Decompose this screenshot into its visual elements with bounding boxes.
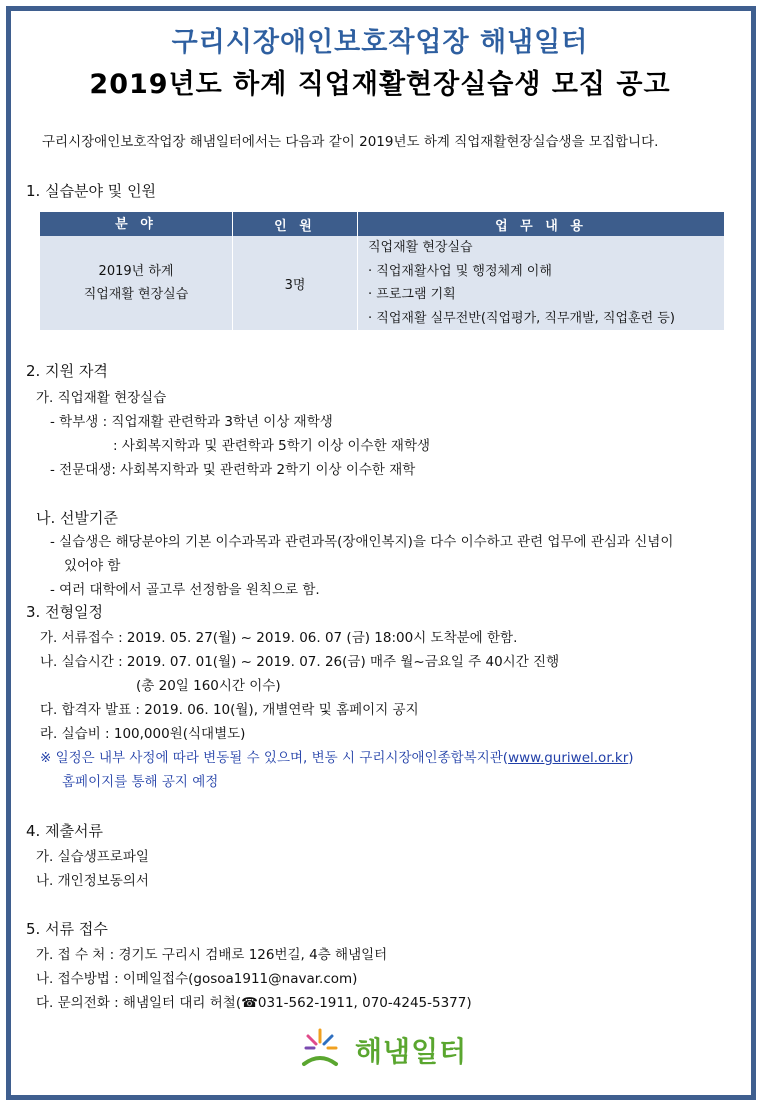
duty-item: · 직업재활 실무전반(직업평가, 직무개발, 직업훈련 등) <box>368 310 675 326</box>
duty-item: · 직업재활사업 및 행정체계 이해 <box>368 263 552 279</box>
table-header-duties: 업 무 내 용 <box>358 212 725 236</box>
section2-a-line3: - 전문대생: 사회복지학과 및 관련학과 2학기 이상 이수한 재학 <box>50 462 416 478</box>
logo-figure-icon <box>300 1026 356 1072</box>
section3-note2: 홈페이지를 통해 공지 예정 <box>62 774 219 790</box>
table-header-count: 인 원 <box>233 212 358 236</box>
section2-sub-b: 나. 선발기준 <box>36 509 118 527</box>
section2-a-line2: : 사회복지학과 및 관련학과 5학기 이상 이수한 재학생 <box>113 438 431 454</box>
practice-table <box>40 212 724 330</box>
section3-heading: 3. 전형일정 <box>26 603 104 621</box>
main-title: 2019년도 하계 직업재활현장실습생 모집 공고 <box>89 69 671 100</box>
note-text: ※ 일정은 내부 사정에 따라 변동될 수 있으며, 변동 시 구리시장애인종합복지관( <box>40 750 509 766</box>
table-header-row <box>40 212 724 236</box>
section3-line2: 나. 실습시간 : 2019. 07. 01(월) ~ 2019. 07. 26(금) 매주 월~금요일 주 40시간 진행 <box>40 654 560 670</box>
section3-line5: 라. 실습비 : 100,000원(식대별도) <box>40 726 246 742</box>
section5-heading: 5. 서류 접수 <box>26 920 108 938</box>
section4-line2: 나. 개인정보동의서 <box>36 873 149 889</box>
duty-item: 직업재활 현장실습 <box>368 240 473 255</box>
table-row <box>40 236 724 330</box>
duty-item: · 프로그램 기획 <box>368 287 456 302</box>
section4-heading: 4. 제출서류 <box>26 822 104 840</box>
welfare-link[interactable]: www.guriwel.or.kr <box>508 750 629 766</box>
table-header-field: 분 야 <box>40 212 233 236</box>
section4-line1: 가. 실습생프로파일 <box>36 849 149 865</box>
field-line1: 2019년 하계 <box>98 264 174 279</box>
table-cell-field <box>40 236 233 330</box>
table-cell-duties <box>358 236 725 330</box>
section2-b-line2: 있어야 함 <box>64 558 121 574</box>
logo-text: 해냄일터 <box>355 1035 468 1068</box>
section3-line1: 가. 서류접수 : 2019. 05. 27(월) ~ 2019. 06. 07 (금) 18:00시 도착분에 한함. <box>40 630 518 646</box>
section1-heading: 1. 실습분야 및 인원 <box>26 182 157 200</box>
field-line2: 직업재활 현장실습 <box>83 287 189 302</box>
section2-a-line1: - 학부생 : 직업재활 관련학과 3학년 이상 재학생 <box>50 414 333 430</box>
section5-line2: 나. 접수방법 : 이메일접수(gosoa1911@navar.com) <box>36 971 358 987</box>
section5-line3: 다. 문의전화 : 해냄일터 대리 허철(☎031-562-1911, 070-4245-5377) <box>36 995 472 1011</box>
section5-line1: 가. 접 수 처 : 경기도 구리시 검배로 126번길, 4층 해냄일터 <box>36 947 388 963</box>
hannaem-logo <box>300 1026 470 1072</box>
note-text-end: ) <box>628 750 634 766</box>
section3-line4: 다. 합격자 발표 : 2019. 06. 10(월), 개별연락 및 홈페이지 공지 <box>40 702 419 718</box>
table-cell-count: 3명 <box>233 236 358 330</box>
section2-sub-a: 가. 직업재활 현장실습 <box>36 390 167 406</box>
org-title: 구리시장애인보호작업장 해냄일터 <box>171 27 589 58</box>
section2-b-line3: - 여러 대학에서 골고루 선정함을 원칙으로 함. <box>50 582 320 598</box>
page-border <box>6 6 756 1100</box>
section2-heading: 2. 지원 자격 <box>26 362 108 380</box>
section3-note1 <box>40 749 634 767</box>
section3-line3: (총 20일 160시간 이수) <box>136 678 281 694</box>
section2-b-line1: - 실습생은 해당분야의 기본 이수과목과 관련과목(장애인복지)을 다수 이수하고 관련 업무에 관심과 신념이 <box>50 534 674 550</box>
intro-text: 구리시장애인보호작업장 해냄일터에서는 다음과 같이 2019년도 하계 직업재활현장실습생을 모집합니다. <box>42 134 659 150</box>
